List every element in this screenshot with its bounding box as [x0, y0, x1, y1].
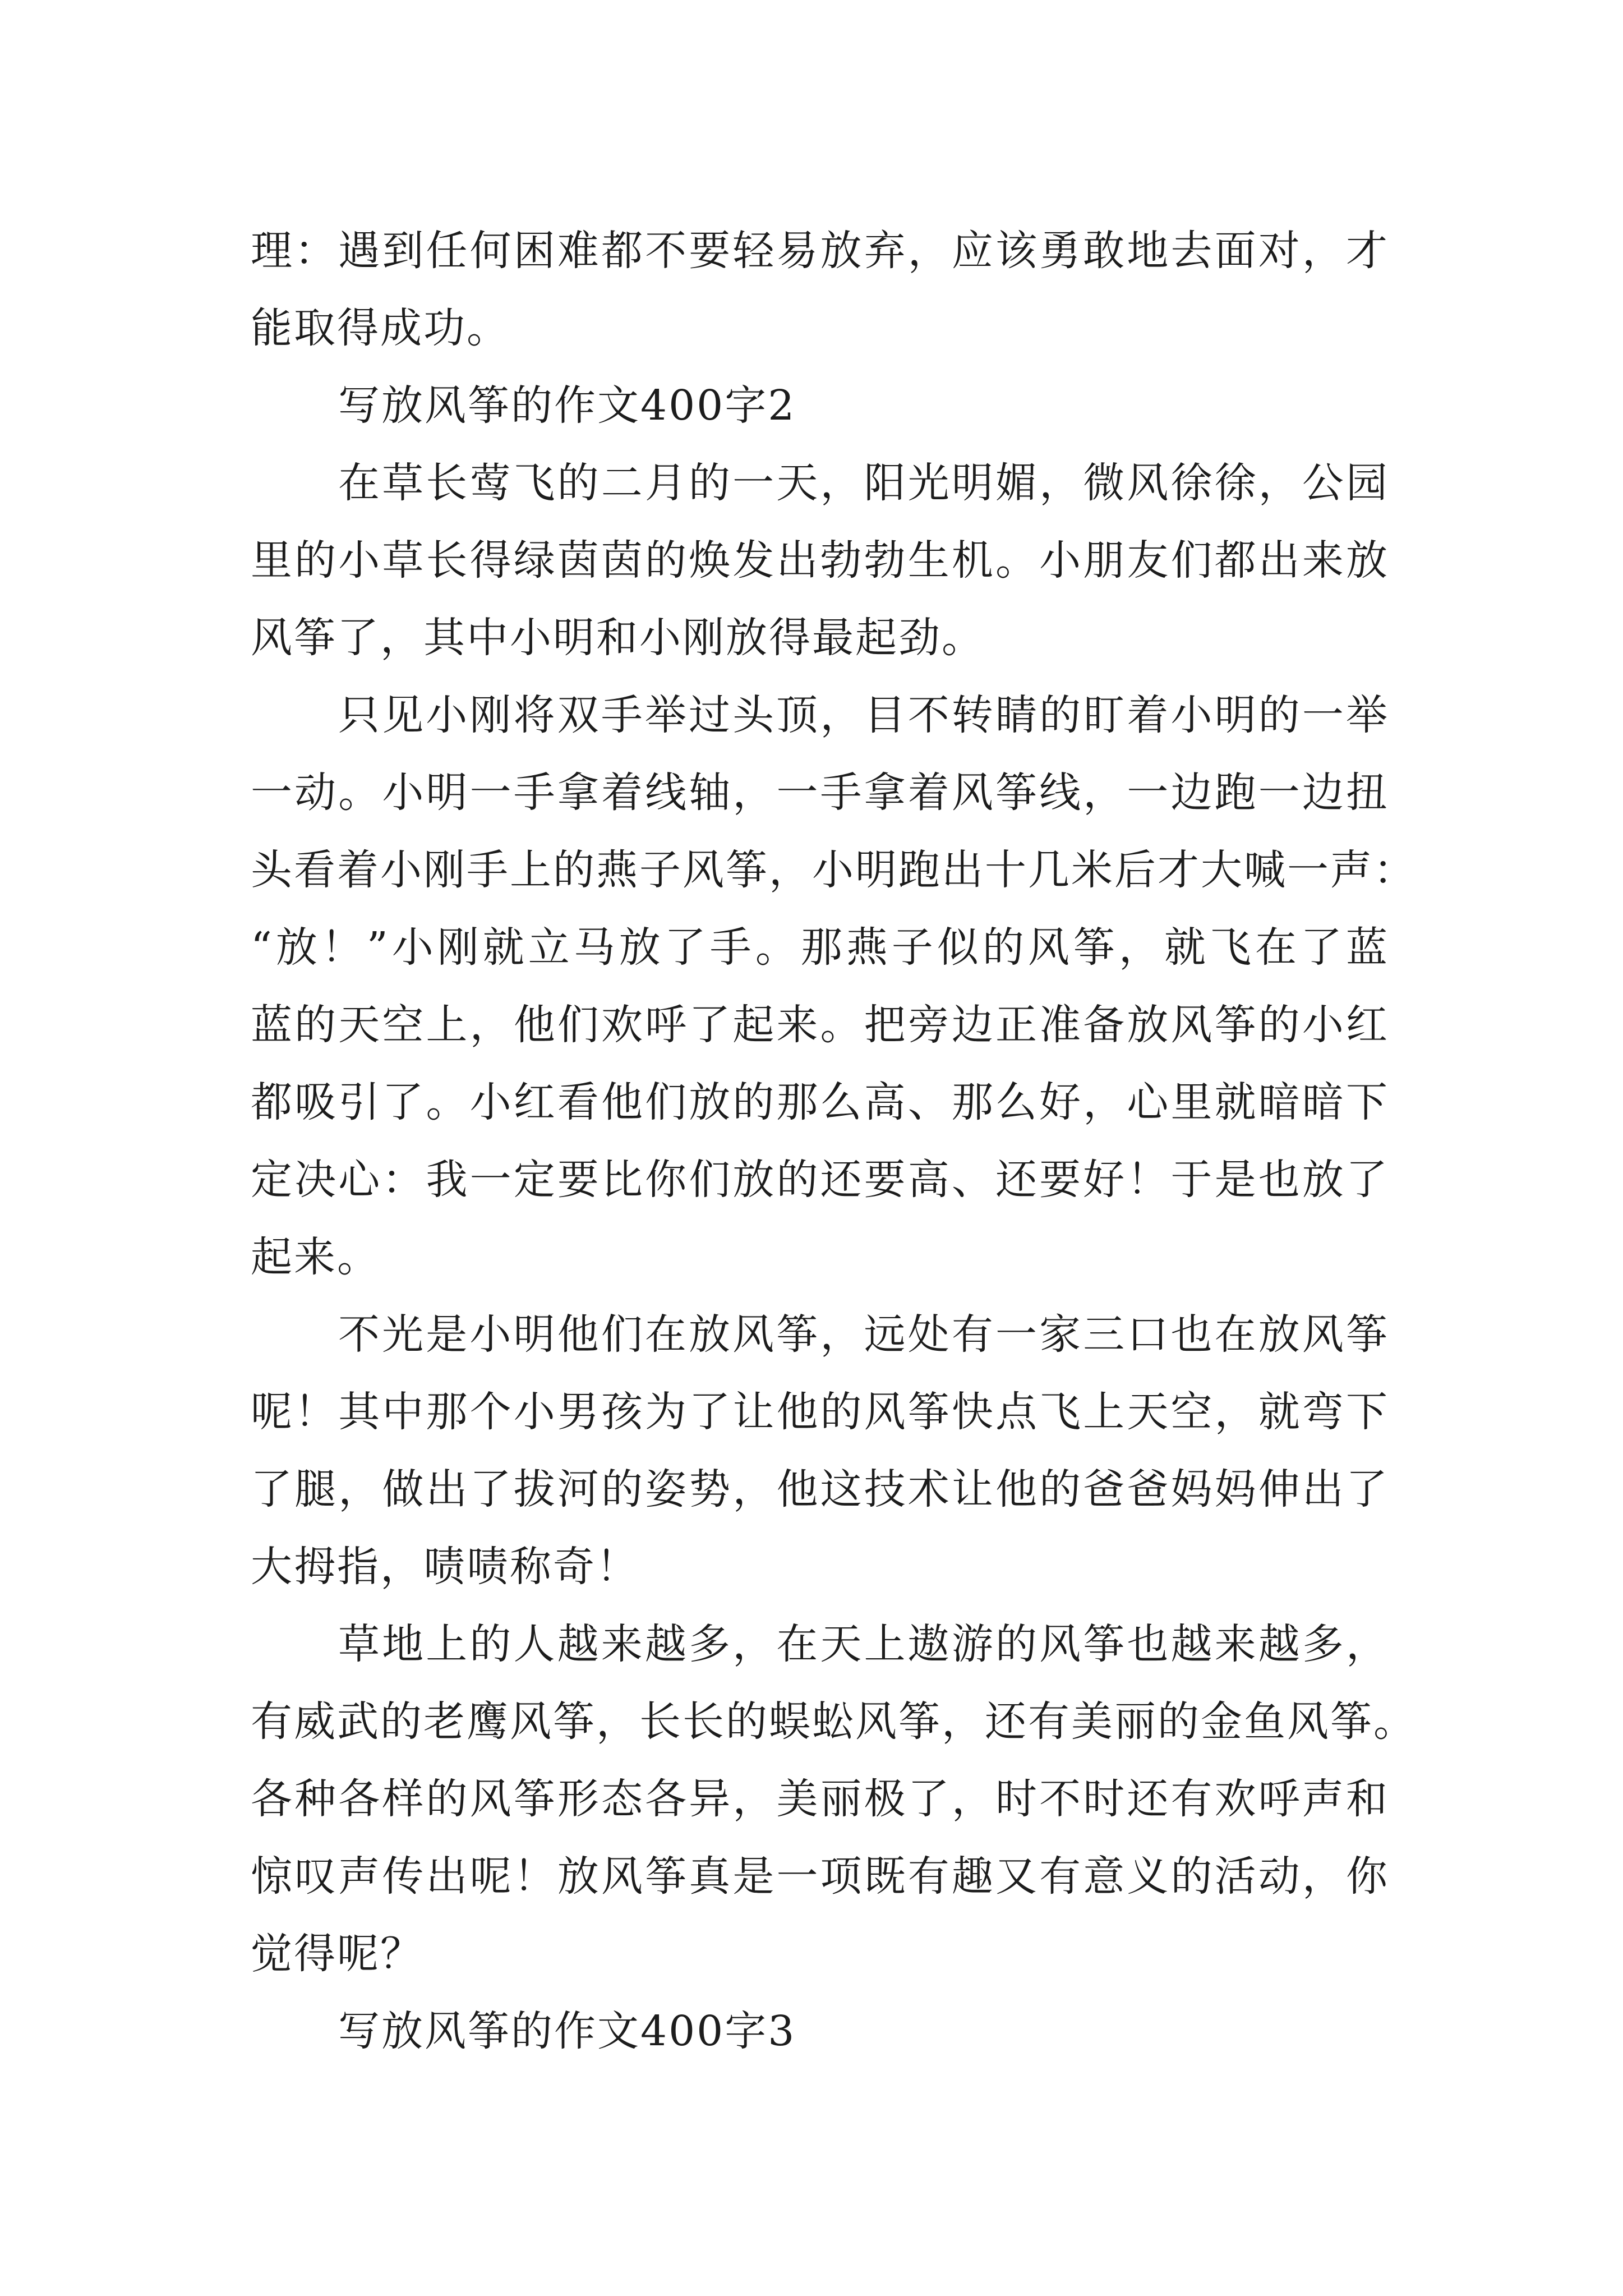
paragraph-line: 大拇指，啧啧称奇！ — [251, 1543, 639, 1591]
paragraph — [251, 1296, 1389, 1605]
paragraph-line: 草地上的人越来越多，在天上遨游的风筝也越来越多， — [338, 1620, 1389, 1668]
section-heading-text: 写放风筝的作文400字3 — [338, 2007, 796, 2055]
paragraph-line: 一动。小明一手拿着线轴，一手拿着风筝线，一边跑一边扭 — [251, 769, 1389, 817]
paragraph-line: “放！”小刚就立马放了手。那燕子似的风筝，就飞在了蓝 — [251, 923, 1389, 972]
paragraph-continuation — [251, 212, 1389, 367]
paragraph — [251, 1605, 1417, 1993]
paragraph-line: 里的小草长得绿茵茵的焕发出勃勃生机。小朋友们都出来放 — [251, 536, 1389, 585]
paragraph-line: 都吸引了。小红看他们放的那么高、那么好，心里就暗暗下 — [251, 1078, 1389, 1126]
paragraph-line: 呢！其中那个小男孩为了让他的风筝快点飞上天空，就弯下 — [251, 1388, 1389, 1436]
paragraph-line: 蓝的天空上，他们欢呼了起来。把旁边正准备放风筝的小红 — [251, 1001, 1389, 1049]
section-heading — [251, 1993, 1389, 2070]
paragraph-line: 能取得成功。 — [251, 304, 510, 352]
paragraph-line: 不光是小明他们在放风筝，远处有一家三口也在放风筝 — [338, 1310, 1389, 1359]
paragraph-line: 起来。 — [251, 1233, 380, 1281]
paragraph — [251, 444, 1389, 677]
paragraph-line: 定决心：我一定要比你们放的还要高、还要好！于是也放了 — [251, 1156, 1389, 1204]
paragraph-line: 头看着小刚手上的燕子风筝，小明跑出十几米后才大喊一声： — [251, 846, 1417, 894]
paragraph-line: 觉得呢？ — [251, 1930, 423, 1978]
paragraph-line: 风筝了，其中小明和小刚放得最起劲。 — [251, 614, 985, 662]
section-heading-text: 写放风筝的作文400字2 — [338, 381, 796, 430]
paragraph-line: 只见小刚将双手举过头顶，目不转睛的盯着小明的一举 — [338, 691, 1389, 739]
paragraph-line: 惊叹声传出呢！放风筝真是一项既有趣又有意义的活动，你 — [251, 1852, 1389, 1901]
paragraph-line: 有威武的老鹰风筝，长长的蜈蚣风筝，还有美丽的金鱼风筝。 — [251, 1697, 1417, 1746]
document-body — [251, 212, 1417, 2070]
paragraph-line: 了腿，做出了拔河的姿势，他这技术让他的爸爸妈妈伸出了 — [251, 1465, 1389, 1513]
section-heading — [251, 367, 1389, 444]
paragraph — [251, 677, 1417, 1296]
paragraph-line: 各种各样的风筝形态各异，美丽极了，时不时还有欢呼声和 — [251, 1775, 1389, 1823]
paragraph-line: 理：遇到任何困难都不要轻易放弃，应该勇敢地去面对，才 — [251, 227, 1389, 275]
paragraph-line: 在草长莺飞的二月的一天，阳光明媚，微风徐徐，公园 — [338, 459, 1389, 507]
